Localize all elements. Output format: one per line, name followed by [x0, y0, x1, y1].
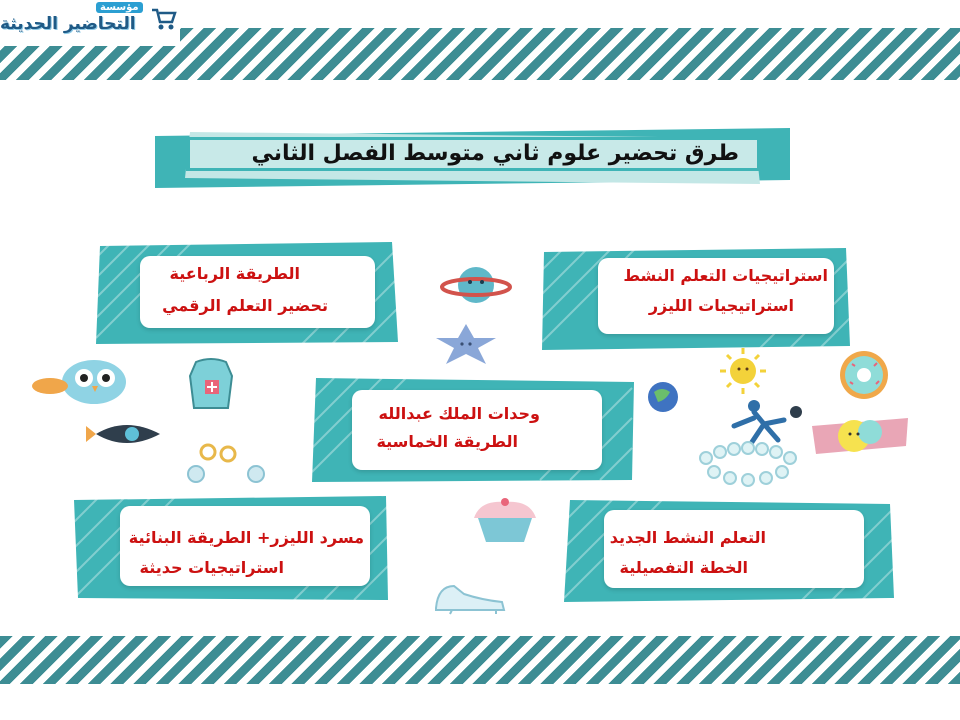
donut-icon	[816, 348, 912, 402]
card-bottom-left	[70, 492, 392, 604]
rocket-icon	[86, 414, 170, 454]
card-bottom-right	[560, 496, 898, 606]
logo-top-text: مؤسسة	[96, 2, 143, 13]
card-center	[310, 374, 640, 486]
shoe-icon	[430, 574, 510, 616]
apron-icon	[176, 356, 246, 410]
card-line-2: الخطة التفصيلية	[619, 558, 748, 577]
card-line-2: استراتيجيات الليزر	[648, 296, 794, 315]
card-paper	[352, 390, 602, 470]
card-line-1: مسرد الليزر+ الطريقة البنائية	[128, 528, 364, 547]
card-line-2: تحضير التعلم الرقمي	[162, 296, 328, 315]
cupcake-icon	[460, 496, 550, 544]
star-icon	[430, 322, 502, 366]
card-top-left	[92, 238, 402, 348]
planet-icon	[438, 260, 514, 310]
owl-icon	[30, 356, 134, 406]
page-title: طرق تحضير علوم ثاني متوسط الفصل الثاني	[251, 141, 739, 166]
globe-icon	[640, 374, 686, 420]
card-line-2: الطريقة الخماسية	[376, 432, 518, 451]
bracelet-icon	[694, 440, 806, 488]
card-line-1: التعلم النشط الجديد	[609, 528, 766, 547]
card-line-2: استراتيجيات حديثة	[139, 558, 284, 577]
card-line-1: الطريقة الرباعية	[169, 264, 300, 283]
card-line-1: وحدات الملك عبدالله	[378, 404, 540, 423]
earrings-icon	[184, 440, 274, 484]
bottom-stripe-band	[0, 636, 960, 684]
card-top-right	[538, 246, 854, 354]
logo	[0, 0, 180, 46]
card-line-1: استراتيجيات التعلم النشط	[623, 266, 828, 285]
cart-icon	[150, 4, 178, 32]
logo-main-text: التحاضير الحديثة	[0, 14, 136, 34]
sun-icon	[708, 344, 778, 398]
ice-cream-icon	[808, 410, 912, 466]
